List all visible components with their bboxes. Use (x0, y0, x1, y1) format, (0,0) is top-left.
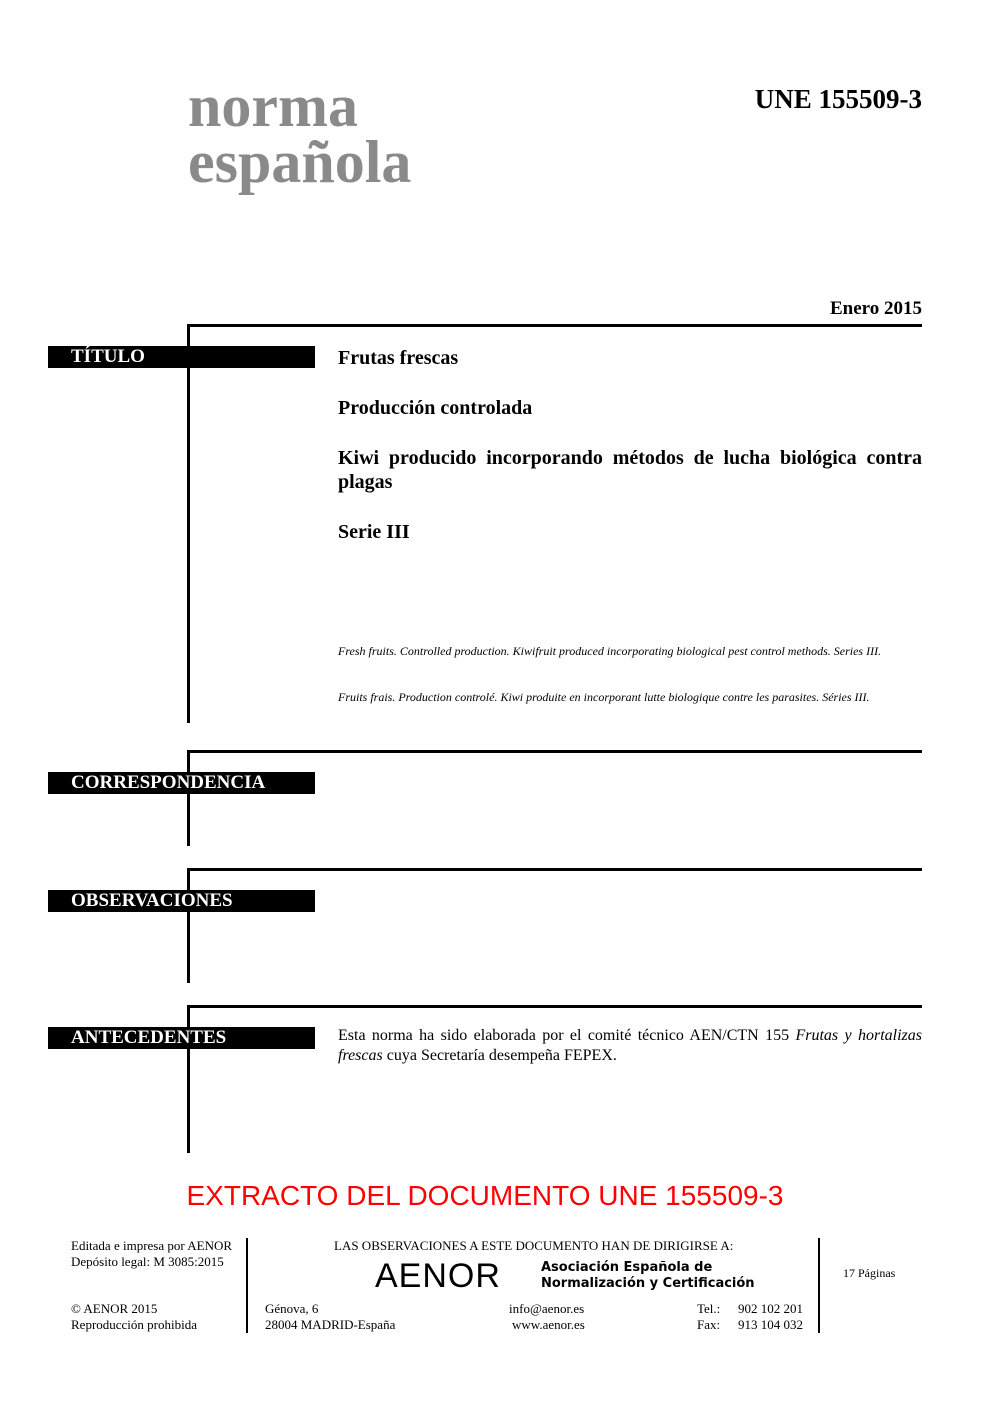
antecedentes-text-start: Esta norma ha sido elaborada por el comité técnico AEN/CTN 155 (338, 1027, 796, 1044)
footer-phone (697, 1301, 803, 1333)
observaciones-label: OBSERVACIONES (48, 890, 315, 912)
aenor-logo-subtitle (541, 1260, 755, 1292)
correspondencia-vertical-rule (187, 750, 190, 846)
footer-edition (71, 1238, 232, 1270)
footer-edited: Editada e impresa por AENOR (71, 1238, 233, 1253)
footer-reproduction: Reproducción prohibida (71, 1317, 197, 1332)
footer-address (265, 1301, 395, 1333)
tel-number: 902 102 201 (738, 1301, 803, 1316)
antecedentes-top-rule (188, 1005, 922, 1008)
title-line-2: Producción controlada (338, 397, 533, 419)
footer-divider-left (246, 1238, 248, 1333)
correspondencia-label: CORRESPONDENCIA (48, 772, 315, 794)
footer-fax-row (697, 1317, 803, 1333)
correspondencia-top-rule (188, 750, 922, 753)
titulo-vertical-rule (187, 324, 190, 723)
title-line-1: Frutas frescas (338, 347, 459, 369)
footer-web[interactable]: www.aenor.es (512, 1317, 585, 1332)
footer-copyright: © AENOR 2015 (71, 1301, 158, 1316)
footer-email[interactable]: info@aenor.es (509, 1301, 585, 1316)
title-french: Fruits frais. Production controlé. Kiwi produite en incorporant lutte biologique contre les parasites. Séries III. (338, 690, 870, 704)
footer-divider-right (818, 1238, 820, 1333)
footer-deposit: Depósito legal: M 3085:2015 (71, 1254, 224, 1269)
titulo-label: TÍTULO (48, 346, 315, 368)
antecedentes-label: ANTECEDENTES (48, 1027, 315, 1049)
observaciones-vertical-rule (187, 868, 190, 983)
aenor-subtitle-line1: Asociación Española de (541, 1260, 713, 1275)
titulo-top-rule (188, 324, 922, 327)
footer-contact (509, 1301, 585, 1333)
antecedentes-text (338, 1026, 922, 1066)
title-english: Fresh fruits. Controlled production. Kiwifruit produced incorporating biological pest control methods. Series III. (338, 644, 882, 658)
footer-observations: LAS OBSERVACIONES A ESTE DOCUMENTO HAN DE DIRIGIRSE A: (334, 1238, 734, 1253)
footer-copyright-block (71, 1301, 197, 1333)
norma-espanola-heading (188, 73, 412, 195)
aenor-logo: AENOR (375, 1257, 501, 1295)
observaciones-top-rule (188, 868, 922, 871)
norma-line1: norma (188, 73, 358, 139)
footer-tel-row (697, 1301, 803, 1317)
norma-line2: española (188, 129, 412, 195)
page-count: 17 Páginas (843, 1266, 896, 1280)
fax-number: 913 104 032 (738, 1317, 803, 1332)
title-line-3: Kiwi producido incorporando métodos de lucha biológica contra plagas (338, 447, 922, 493)
extract-watermark: EXTRACTO DEL DOCUMENTO UNE 155509-3 (186, 1180, 784, 1211)
standard-code: UNE 155509-3 (754, 84, 922, 114)
antecedentes-text-end: cuya Secretaría desempeña FEPEX. (382, 1047, 617, 1064)
footer-address-street: Génova, 6 (265, 1301, 319, 1316)
title-line-4: Serie III (338, 521, 410, 543)
footer-address-city: 28004 MADRID-España (265, 1317, 396, 1332)
tel-label: Tel.: (697, 1301, 721, 1316)
publication-date: Enero 2015 (829, 298, 922, 319)
aenor-subtitle-line2: Normalización y Certificación (541, 1276, 755, 1291)
fax-label: Fax: (697, 1317, 721, 1332)
committee-name: Frutas y hortalizas frescas (338, 1027, 922, 1064)
